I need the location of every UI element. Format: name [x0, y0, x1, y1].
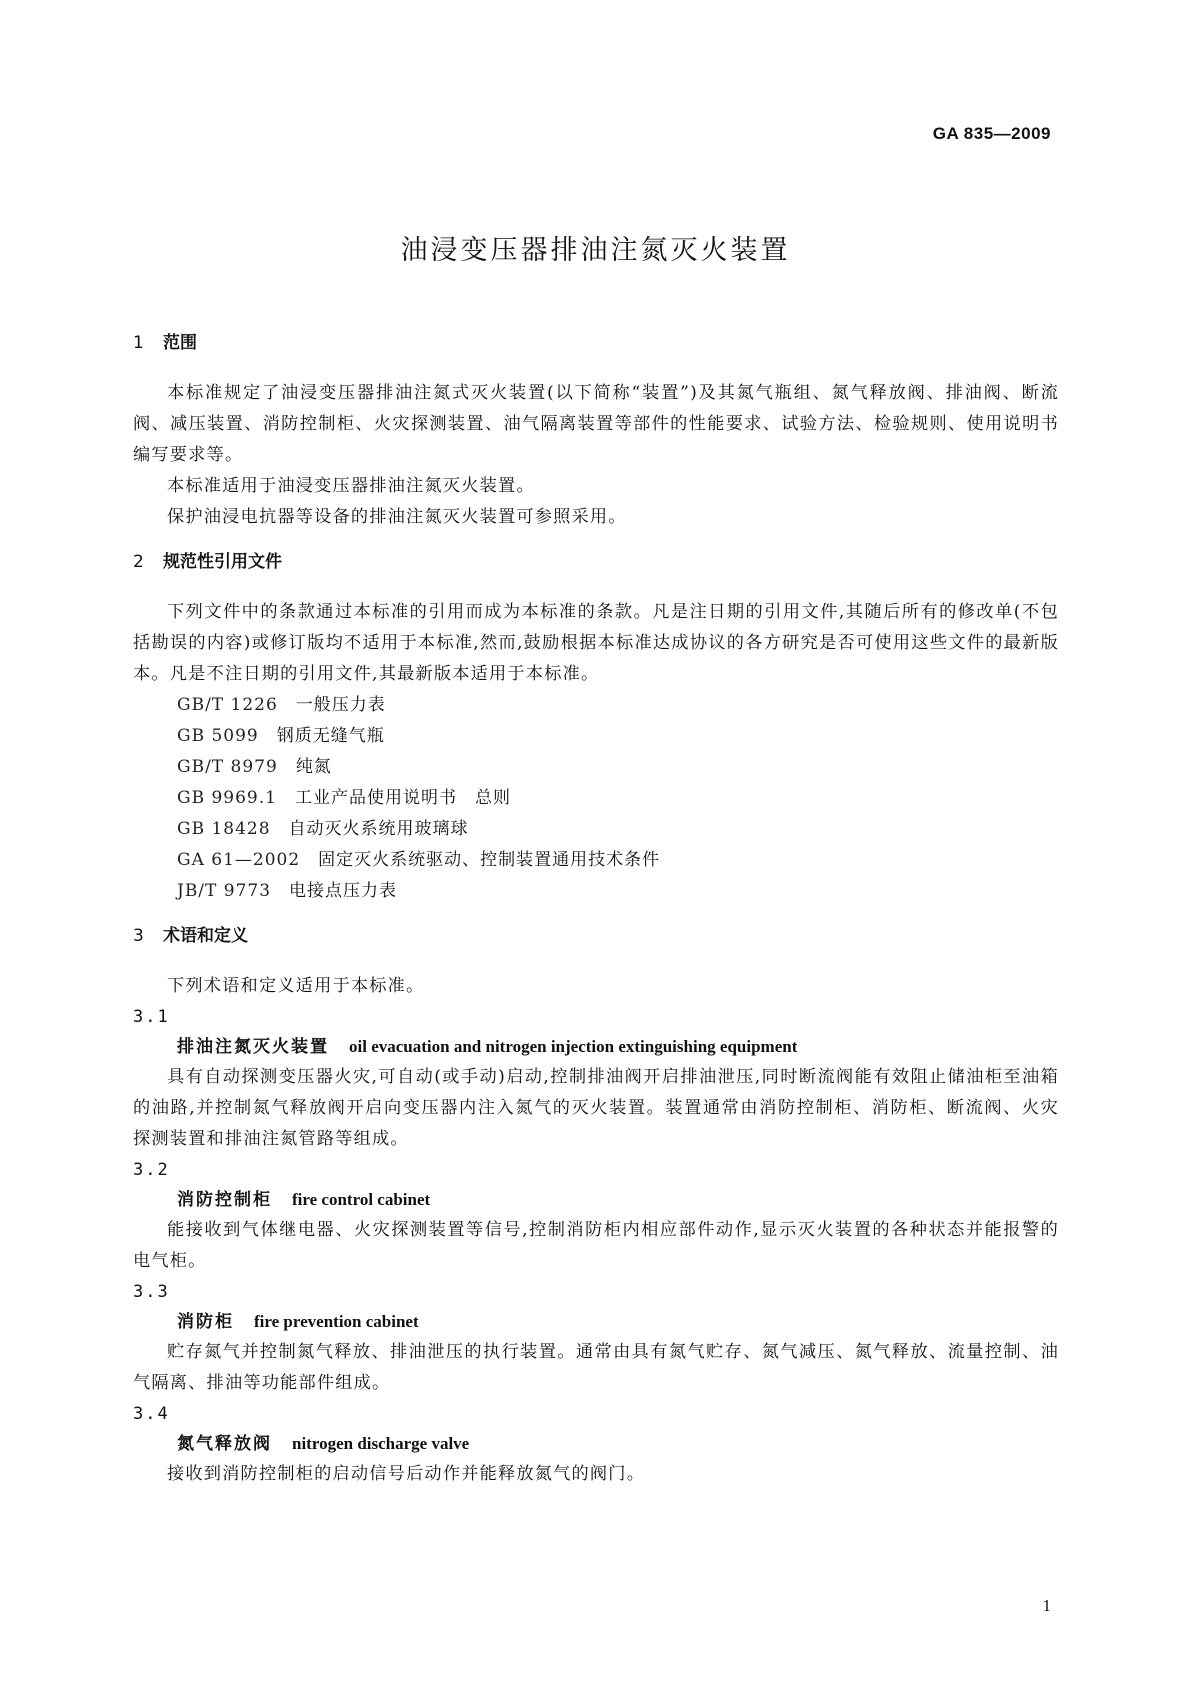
term-chinese: 消防控制柜 [177, 1190, 272, 1210]
term-number: 3.2 [133, 1160, 170, 1180]
reference-item [133, 845, 1059, 876]
term-chinese: 消防柜 [177, 1312, 234, 1332]
section-title: 范围 [163, 333, 197, 353]
term-number: 3.3 [133, 1282, 170, 1302]
references-intro: 下列文件中的条款通过本标准的引用而成为本标准的条款。凡是注日期的引用文件,其随后所有的修改单(不包括勘误的内容)或修订版均不适用于本标准,然而,鼓励根据本标准达成协议的各方研究是否可使用这些文件的最新版本。凡是不注日期的引用文件,其最新版本适用于本标准。 [133, 602, 1059, 684]
term-chinese: 排油注氮灭火装置 [177, 1037, 329, 1057]
standard-code: GA 835—2009 [932, 124, 1051, 143]
term-heading [133, 1307, 1059, 1337]
reference-code: GB 5099 [177, 726, 259, 746]
reference-item [133, 876, 1059, 907]
term-entry [133, 1399, 1059, 1490]
term-number: 3.1 [133, 1007, 170, 1027]
reference-name: 固定灭火系统驱动、控制装置通用技术条件 [318, 850, 661, 870]
section-number: 1 [133, 333, 144, 353]
term-definition: 接收到消防控制柜的启动信号后动作并能释放氮气的阀门。 [167, 1464, 646, 1484]
term-heading [133, 1032, 1059, 1062]
scope-paragraph: 本标准适用于油浸变压器排油注氮灭火装置。 [167, 476, 535, 496]
reference-code: GA 61—2002 [177, 850, 301, 870]
section-heading-terms [133, 923, 1059, 949]
term-heading [133, 1429, 1059, 1459]
reference-name: 自动灭火系统用玻璃球 [288, 819, 469, 839]
section-title: 规范性引用文件 [163, 552, 282, 572]
reference-name: 一般压力表 [295, 695, 386, 715]
term-entry [133, 1277, 1059, 1399]
reference-item [133, 752, 1059, 783]
reference-code: GB 9969.1 [177, 788, 277, 808]
reference-item [133, 783, 1059, 814]
term-chinese: 氮气释放阀 [177, 1434, 272, 1454]
reference-code: GB 18428 [177, 819, 271, 839]
document-title: 油浸变压器排油注氮灭火装置 [400, 235, 791, 266]
reference-name: 钢质无缝气瓶 [276, 726, 385, 746]
scope-paragraph: 保护油浸电抗器等设备的排油注氮灭火装置可参照采用。 [167, 507, 627, 527]
reference-item [133, 721, 1059, 752]
term-definition: 能接收到气体继电器、火灾探测装置等信号,控制消防柜内相应部件动作,显示灭火装置的各种状态并能报警的电气柜。 [133, 1220, 1059, 1271]
term-number: 3.4 [133, 1404, 170, 1424]
term-heading [133, 1185, 1059, 1215]
section-heading-scope [133, 330, 1059, 356]
section-title: 术语和定义 [163, 926, 248, 946]
term-entry [133, 1002, 1059, 1155]
reference-code: GB/T 1226 [177, 695, 278, 715]
terms-intro: 下列术语和定义适用于本标准。 [167, 976, 425, 996]
reference-code: GB/T 8979 [177, 757, 278, 777]
term-english: fire prevention cabinet [254, 1312, 419, 1331]
section-number: 3 [133, 926, 144, 946]
term-english: oil evacuation and nitrogen injection extinguishing equipment [349, 1037, 798, 1056]
reference-item [133, 814, 1059, 845]
term-english: nitrogen discharge valve [292, 1434, 470, 1453]
page-number: 1 [1042, 1596, 1051, 1615]
scope-paragraph: 本标准规定了油浸变压器排油注氮式灭火装置(以下简称“装置”)及其氮气瓶组、氮气释放阀、排油阀、断流阀、减压装置、消防控制柜、火灾探测装置、油气隔离装置等部件的性能要求、试验方法、检验规则、使用说明书编写要求等。 [133, 383, 1059, 465]
term-definition: 贮存氮气并控制氮气释放、排油泄压的执行装置。通常由具有氮气贮存、氮气减压、氮气释放、流量控制、油气隔离、排油等功能部件组成。 [133, 1342, 1059, 1393]
reference-name: 电接点压力表 [289, 881, 398, 901]
reference-code: JB/T 9773 [177, 881, 272, 901]
term-english: fire control cabinet [292, 1190, 431, 1209]
document-body [133, 330, 1059, 1490]
term-entry [133, 1155, 1059, 1277]
section-heading-references [133, 549, 1059, 575]
term-definition: 具有自动探测变压器火灾,可自动(或手动)启动,控制排油阀开启排油泄压,同时断流阀能有效阻止储油柜至油箱的油路,并控制氮气释放阀开启向变压器内注入氮气的灭火装置。装置通常由消防控制柜、消防柜、断流阀、火灾探测装置和排油注氮管路等组成。 [133, 1067, 1059, 1149]
reference-item [133, 690, 1059, 721]
reference-name: 纯氮 [295, 757, 332, 777]
reference-name: 工业产品使用说明书 总则 [294, 788, 511, 808]
section-number: 2 [133, 552, 144, 572]
